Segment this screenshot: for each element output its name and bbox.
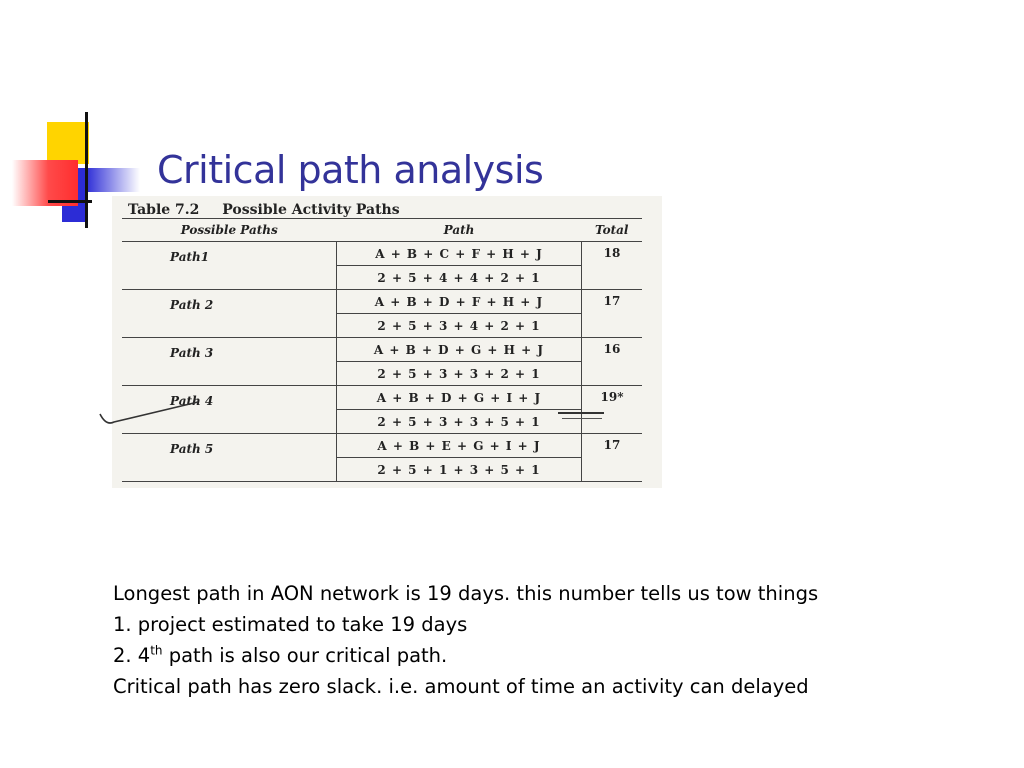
- slide-body: [113, 578, 993, 702]
- path-durations: 2 + 5 + 3 + 3 + 2 + 1: [337, 362, 582, 386]
- table-row: [122, 434, 642, 458]
- table-header-row: [122, 219, 642, 242]
- handwritten-underline: [558, 412, 604, 414]
- path-activities: A + B + D + G + I + J: [337, 386, 582, 410]
- body-line: 1. project estimated to take 19 days: [113, 613, 468, 636]
- slide-title: Critical path analysis: [157, 148, 544, 192]
- path-activities: A + B + D + F + H + J: [337, 290, 582, 314]
- ordinal-superscript: th: [150, 643, 163, 658]
- path-durations: 2 + 5 + 3 + 4 + 2 + 1: [337, 314, 582, 338]
- path-name: Path 2: [122, 290, 337, 338]
- path-name: Path1: [122, 242, 337, 290]
- handwritten-check-mark: [98, 400, 218, 430]
- path-activities: A + B + D + G + H + J: [337, 338, 582, 362]
- table-row: [122, 242, 642, 266]
- path-name: Path 5: [122, 434, 337, 482]
- logo-blue-gradient: [88, 168, 140, 192]
- path-total: 16: [582, 338, 643, 386]
- body-line-prefix: 2. 4: [113, 644, 151, 667]
- body-line-suffix: path is also our critical path.: [162, 644, 448, 667]
- path-activities: A + B + E + G + I + J: [337, 434, 582, 458]
- logo-yellow-square: [47, 122, 89, 164]
- path-durations: 2 + 5 + 3 + 3 + 5 + 1: [337, 410, 582, 434]
- path-total: 19*: [582, 386, 643, 434]
- path-total: 17: [582, 290, 643, 338]
- table-caption: [128, 202, 400, 218]
- path-name: Path 3: [122, 338, 337, 386]
- table-caption-title: Possible Activity Paths: [222, 202, 400, 218]
- path-activities: A + B + C + F + H + J: [337, 242, 582, 266]
- header-total: Total: [582, 219, 643, 242]
- path-total: 18: [582, 242, 643, 290]
- activity-paths-table: [122, 218, 642, 482]
- table-caption-number: Table 7.2: [128, 202, 200, 218]
- handwritten-underline: [562, 418, 602, 419]
- body-line: Critical path has zero slack. i.e. amount of time an activity can delayed: [113, 675, 809, 698]
- path-durations: 2 + 5 + 1 + 3 + 5 + 1: [337, 458, 582, 482]
- body-line: Longest path in AON network is 19 days. this number tells us tow things: [113, 582, 819, 605]
- body-line: [113, 640, 993, 671]
- path-durations: 2 + 5 + 4 + 4 + 2 + 1: [337, 266, 582, 290]
- header-path: Path: [337, 219, 582, 242]
- table-row: [122, 338, 642, 362]
- logo-horizontal-line: [48, 200, 92, 203]
- path-name: Path 4: [122, 386, 337, 434]
- logo-vertical-line: [85, 112, 88, 228]
- scanned-table-image: [112, 196, 662, 488]
- header-possible-paths: Possible Paths: [122, 219, 337, 242]
- path-total: 17: [582, 434, 643, 482]
- table-row: [122, 290, 642, 314]
